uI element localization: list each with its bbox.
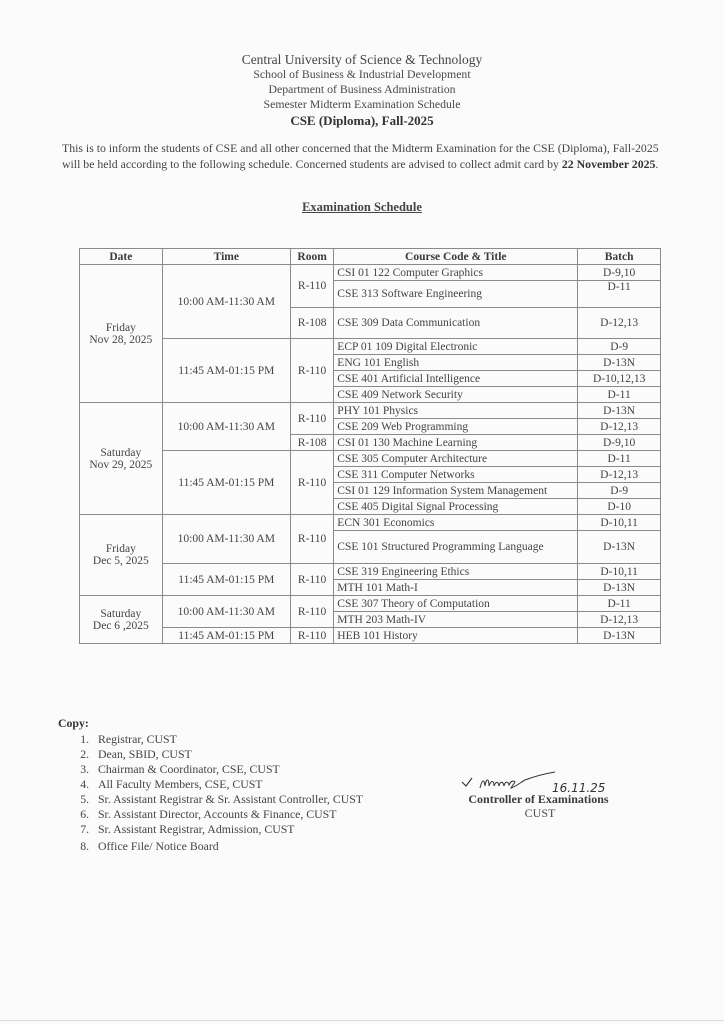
course-cell: CSE 409 Network Security [334,387,578,403]
schedule-row [80,339,661,355]
header-time: Time [162,249,290,265]
course-cell: CSE 401 Artificial Intelligence [334,371,578,387]
batch-cell: D-13N [578,580,661,596]
room-cell: R-110 [290,564,333,596]
date-cell [80,515,163,596]
batch-cell: D-13N [578,355,661,371]
copy-distribution [58,716,363,854]
course-cell: ECN 301 Economics [334,515,578,531]
course-cell: CSE 311 Computer Networks [334,467,578,483]
intro-paragraph [62,141,664,172]
copy-recipient: 2. Dean, SBID, CUST [92,747,363,762]
batch-cell: D-12,13 [578,612,661,628]
course-cell: CSI 01 129 Information System Management [334,483,578,499]
exam-date: Nov 29, 2025 [89,458,153,471]
room-cell: R-110 [290,628,333,644]
batch-cell: D-11 [578,387,661,403]
schedule-row [80,515,661,531]
copy-recipient: 5. Sr. Assistant Registrar & Sr. Assistant Controller, CUST [92,792,363,807]
course-cell: CSE 101 Structured Programming Language [334,531,578,564]
header-room: Room [290,249,333,265]
course-cell: CSE 309 Data Communication [334,308,578,339]
time-cell: 10:00 AM-11:30 AM [162,596,290,628]
course-cell: CSI 01 122 Computer Graphics [334,265,578,281]
time-cell: 11:45 AM-01:15 PM [162,451,290,515]
course-cell: ECP 01 109 Digital Electronic [334,339,578,355]
batch-cell: D-10,11 [578,564,661,580]
batch-cell: D-13N [578,531,661,564]
date-cell [80,265,163,403]
time-cell: 10:00 AM-11:30 AM [162,515,290,564]
batch-cell: D-13N [578,403,661,419]
schedule-row [80,564,661,580]
course-cell: MTH 203 Math-IV [334,612,578,628]
time-cell: 10:00 AM-11:30 AM [162,403,290,451]
course-cell: ENG 101 English [334,355,578,371]
time-cell: 11:45 AM-01:15 PM [162,628,290,644]
weekday: Saturday [100,607,142,620]
batch-cell: D-12,13 [578,419,661,435]
batch-cell: D-12,13 [578,308,661,339]
room-cell: R-110 [290,403,333,435]
department-name: Department of Business Administration [268,82,456,96]
signature-scribble-icon [440,768,640,794]
header-batch: Batch [578,249,661,265]
course-cell: CSE 307 Theory of Computation [334,596,578,612]
schedule-row [80,628,661,644]
signatory-org: CUST [524,806,556,820]
time-cell: 11:45 AM-01:15 PM [162,339,290,403]
course-cell: CSE 405 Digital Signal Processing [334,499,578,515]
time-cell: 11:45 AM-01:15 PM [162,564,290,596]
copy-recipient: 1. Registrar, CUST [92,732,363,747]
handwritten-signature [440,768,640,792]
course-cell: CSE 209 Web Programming [334,419,578,435]
course-cell: PHY 101 Physics [334,403,578,419]
batch-cell: D-9 [578,483,661,499]
schedule-row [80,596,661,612]
page-bottom-edge [0,1020,724,1021]
schedule-row [80,451,661,467]
course-cell: CSE 305 Computer Architecture [334,451,578,467]
batch-cell: D-13N [578,628,661,644]
room-cell: R-108 [290,308,333,339]
room-cell: R-110 [290,339,333,403]
batch-cell: D-9,10 [578,265,661,281]
batch-cell: D-10 [578,499,661,515]
batch-cell: D-12,13 [578,467,661,483]
course-cell: HEB 101 History [334,628,578,644]
copy-title: Copy: [58,716,89,730]
exam-schedule-table [79,248,661,644]
batch-cell: D-10,12,13 [578,371,661,387]
weekday: Friday [105,543,136,555]
batch-cell: D-10,11 [578,515,661,531]
course-cell: CSE 313 Software Engineering [334,281,578,308]
room-cell: R-110 [290,596,333,628]
batch-cell: D-11 [578,281,661,308]
exam-date: Dec 6 ,2025 [92,619,149,632]
time-cell: 10:00 AM-11:30 AM [162,265,290,339]
copy-recipient: 7. Sr. Assistant Registrar, Admission, CUST [92,822,363,837]
school-name: School of Business & Industrial Development [253,67,471,81]
copy-recipient: 6. Sr. Assistant Director, Accounts & Finance, CUST [92,807,363,822]
room-cell: R-110 [290,451,333,515]
schedule-body [80,265,661,644]
course-cell: CSI 01 130 Machine Learning [334,435,578,451]
copy-recipient: 3. Chairman & Coordinator, CSE, CUST [92,762,363,777]
admit-card-deadline: 22 November 2025 [561,156,656,171]
batch-cell: D-11 [578,596,661,612]
signatory-role: Controller of Examinations [468,792,609,806]
notice-type: Semester Midterm Examination Schedule [263,97,461,111]
intro-end: . [655,156,659,171]
copy-recipient: 8. Office File/ Notice Board [92,839,363,854]
batch-cell: D-9,10 [578,435,661,451]
table-header-row [80,249,661,265]
intro-text: This is to inform the students of CSE and all other concerned that the Midterm Examination for the CSE (Diploma), Fall-2025 will be held according to the following schedule. Concerned students are advised to collect admit card by [62,141,659,171]
schedule-row [80,265,661,281]
room-cell: R-110 [290,265,333,308]
program-title: CSE (Diploma), Fall-2025 [290,113,434,128]
exam-date: Dec 5, 2025 [92,555,149,567]
course-cell: MTH 101 Math-I [334,580,578,596]
header-course: Course Code & Title [334,249,578,265]
course-cell: CSE 319 Engineering Ethics [334,564,578,580]
weekday: Saturday [100,446,142,459]
schedule-row [80,403,661,419]
signature-date: 16.11.25 [552,781,606,794]
university-name: Central University of Science & Technology [241,52,483,67]
weekday: Friday [105,321,136,334]
date-cell [80,403,163,515]
copy-list [58,732,363,854]
signature-block [440,768,640,820]
date-cell [80,596,163,644]
exam-date: Nov 28, 2025 [89,333,153,346]
batch-cell: D-11 [578,451,661,467]
copy-recipient: 4. All Faculty Members, CSE, CUST [92,777,363,792]
room-cell: R-108 [290,435,333,451]
batch-cell: D-9 [578,339,661,355]
schedule-title: Examination Schedule [302,200,422,214]
document-header [0,52,724,128]
room-cell: R-110 [290,515,333,564]
header-date: Date [80,249,163,265]
